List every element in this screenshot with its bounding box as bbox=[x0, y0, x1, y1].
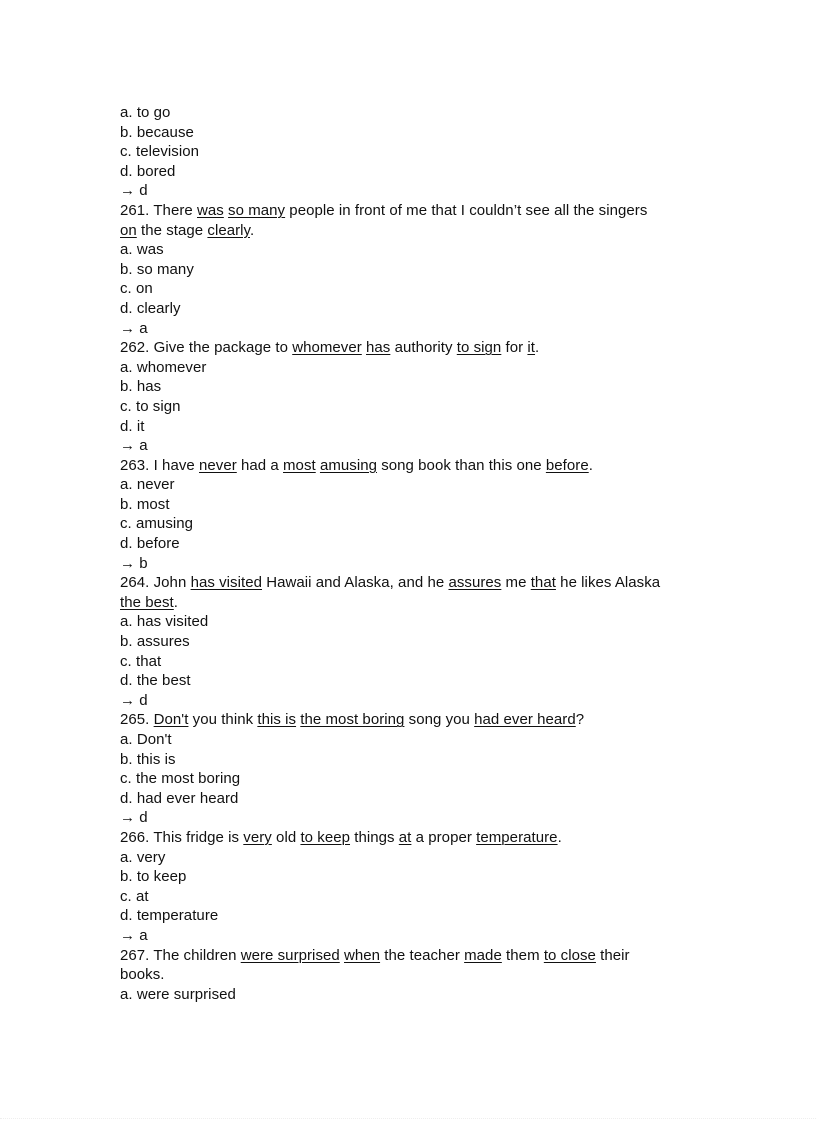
text-segment: c. at bbox=[120, 887, 149, 905]
text-segment: things bbox=[350, 828, 399, 846]
text-segment: the stage bbox=[136, 221, 208, 239]
text-line bbox=[120, 671, 720, 691]
text-segment: authority bbox=[390, 339, 457, 357]
text-line bbox=[120, 514, 720, 534]
underlined-phrase: this is bbox=[257, 711, 297, 729]
text-line bbox=[120, 495, 720, 515]
text-line bbox=[120, 240, 720, 260]
underlined-phrase: it bbox=[527, 339, 536, 357]
text-line bbox=[120, 789, 720, 809]
text-line bbox=[120, 710, 720, 730]
underlined-phrase: Don't bbox=[153, 711, 189, 729]
text-segment: b. assures bbox=[120, 633, 190, 651]
text-segment: → a bbox=[120, 437, 148, 455]
text-segment: b. has bbox=[120, 378, 162, 396]
text-line bbox=[120, 593, 720, 613]
text-segment: → a bbox=[120, 319, 148, 337]
text-segment: a. was bbox=[120, 241, 164, 259]
text-segment: them bbox=[501, 946, 544, 964]
text-segment: 266. This fridge is bbox=[120, 828, 244, 846]
text-segment: d. it bbox=[120, 417, 145, 435]
text-segment: d. temperature bbox=[120, 907, 219, 925]
underlined-phrase: to sign bbox=[456, 339, 502, 357]
underlined-phrase: has bbox=[366, 339, 391, 357]
text-line bbox=[120, 946, 720, 966]
text-segment: → d bbox=[120, 691, 148, 709]
text-line bbox=[120, 103, 720, 123]
text-segment: c. the most boring bbox=[120, 770, 241, 788]
text-segment: 265. bbox=[120, 711, 154, 729]
text-line bbox=[120, 279, 720, 299]
text-line bbox=[120, 397, 720, 417]
text-line bbox=[120, 358, 720, 378]
underlined-phrase: the best bbox=[120, 593, 174, 611]
text-segment: d. clearly bbox=[120, 299, 181, 317]
text-line bbox=[120, 417, 720, 437]
text-segment: c. on bbox=[120, 280, 153, 298]
text-segment: books. bbox=[120, 966, 165, 984]
text-line bbox=[120, 162, 720, 182]
underlined-phrase: never bbox=[199, 456, 237, 474]
text-segment: d. before bbox=[120, 535, 180, 553]
underlined-phrase: assures bbox=[448, 574, 502, 592]
text-line bbox=[120, 260, 720, 280]
text-segment: a. very bbox=[120, 848, 166, 866]
text-line bbox=[120, 319, 720, 339]
text-segment: b. because bbox=[120, 123, 194, 141]
underlined-phrase: was bbox=[197, 201, 224, 219]
underlined-phrase: when bbox=[344, 946, 381, 964]
text-line bbox=[120, 142, 720, 162]
text-segment: c. television bbox=[120, 143, 200, 161]
text-segment: c. that bbox=[120, 652, 162, 670]
underlined-phrase: were surprised bbox=[240, 946, 340, 964]
text-segment: a. Don't bbox=[120, 731, 172, 748]
text-segment: their bbox=[595, 946, 630, 964]
text-line bbox=[120, 456, 720, 476]
underlined-phrase: the most boring bbox=[300, 711, 405, 729]
text-segment: old bbox=[271, 828, 301, 846]
text-segment: b. most bbox=[120, 495, 170, 513]
text-line bbox=[120, 436, 720, 456]
text-line bbox=[120, 573, 720, 593]
text-segment: → d bbox=[120, 182, 148, 200]
text-segment: a. were surprised bbox=[120, 985, 236, 1003]
underlined-phrase: to close bbox=[543, 946, 596, 964]
text-line bbox=[120, 867, 720, 887]
text-segment: → d bbox=[120, 809, 148, 827]
underlined-phrase: amusing bbox=[319, 456, 377, 474]
underlined-phrase: had ever heard bbox=[474, 711, 576, 729]
text-line bbox=[120, 221, 720, 241]
text-segment: me bbox=[501, 574, 531, 592]
text-segment: . bbox=[557, 828, 562, 846]
underlined-phrase: very bbox=[243, 828, 272, 846]
text-segment: . bbox=[250, 221, 255, 239]
text-line bbox=[120, 730, 720, 750]
text-segment: d. had ever heard bbox=[120, 789, 239, 807]
text-segment: c. amusing bbox=[120, 515, 194, 533]
text-segment: a. whomever bbox=[120, 358, 207, 376]
underlined-phrase: whomever bbox=[292, 339, 362, 357]
underlined-phrase: so many bbox=[228, 201, 286, 219]
text-line bbox=[120, 475, 720, 495]
text-line bbox=[120, 181, 720, 201]
text-segment: for bbox=[501, 339, 528, 357]
text-line bbox=[120, 377, 720, 397]
text-segment: → a bbox=[120, 926, 148, 944]
underlined-phrase: made bbox=[464, 946, 502, 964]
text-segment: 262. Give the package to bbox=[120, 339, 293, 357]
text-line bbox=[120, 299, 720, 319]
text-segment: a proper bbox=[411, 828, 477, 846]
underlined-phrase: at bbox=[398, 828, 412, 846]
text-segment: people in front of me that I couldn’t see all the singers bbox=[285, 201, 648, 219]
page-bottom-border bbox=[0, 1118, 816, 1119]
text-segment: b. this is bbox=[120, 750, 176, 768]
underlined-phrase: most bbox=[283, 456, 316, 474]
text-line bbox=[120, 906, 720, 926]
text-line bbox=[120, 612, 720, 632]
text-segment: 267. The children bbox=[120, 946, 241, 964]
text-segment: d. the best bbox=[120, 672, 191, 690]
text-segment: you think bbox=[188, 711, 258, 729]
text-line bbox=[120, 652, 720, 672]
text-line bbox=[120, 123, 720, 143]
text-segment: a. to go bbox=[120, 104, 171, 121]
text-line bbox=[120, 534, 720, 554]
text-segment: 263. I have bbox=[120, 456, 199, 474]
text-line bbox=[120, 926, 720, 946]
text-segment: → b bbox=[120, 554, 148, 572]
text-line bbox=[120, 985, 720, 1005]
text-segment: he likes Alaska bbox=[555, 574, 661, 592]
text-line bbox=[120, 338, 720, 358]
underlined-phrase: before bbox=[545, 456, 589, 474]
text-line bbox=[120, 554, 720, 574]
underlined-phrase: has visited bbox=[190, 574, 262, 592]
text-line bbox=[120, 808, 720, 828]
text-line bbox=[120, 691, 720, 711]
text-line bbox=[120, 201, 720, 221]
text-segment: . bbox=[535, 339, 540, 357]
underlined-phrase: clearly bbox=[207, 221, 250, 239]
text-segment: ? bbox=[575, 711, 585, 729]
underlined-phrase: to keep bbox=[300, 828, 351, 846]
text-segment: song book than this one bbox=[377, 456, 546, 474]
text-segment: the teacher bbox=[380, 946, 465, 964]
text-segment: . bbox=[173, 593, 178, 611]
text-line bbox=[120, 887, 720, 907]
text-segment: Hawaii and Alaska, and he bbox=[261, 574, 449, 592]
document-text bbox=[120, 103, 720, 1004]
text-line bbox=[120, 965, 720, 985]
text-segment: 264. John bbox=[120, 574, 191, 592]
text-line bbox=[120, 750, 720, 770]
text-segment: b. so many bbox=[120, 260, 194, 278]
text-line bbox=[120, 848, 720, 868]
underlined-phrase: temperature bbox=[476, 828, 558, 846]
text-segment: a. has visited bbox=[120, 613, 209, 631]
underlined-phrase: that bbox=[530, 574, 556, 592]
text-segment: c. to sign bbox=[120, 397, 181, 415]
text-line bbox=[120, 632, 720, 652]
text-segment: d. bored bbox=[120, 162, 176, 180]
text-line bbox=[120, 828, 720, 848]
text-segment: song you bbox=[404, 711, 475, 729]
text-segment: b. to keep bbox=[120, 868, 187, 886]
text-segment: 261. There bbox=[120, 201, 197, 219]
text-segment: had a bbox=[236, 456, 284, 474]
text-line bbox=[120, 769, 720, 789]
underlined-phrase: on bbox=[120, 221, 137, 239]
text-segment: a. never bbox=[120, 476, 175, 494]
text-segment: . bbox=[588, 456, 593, 474]
